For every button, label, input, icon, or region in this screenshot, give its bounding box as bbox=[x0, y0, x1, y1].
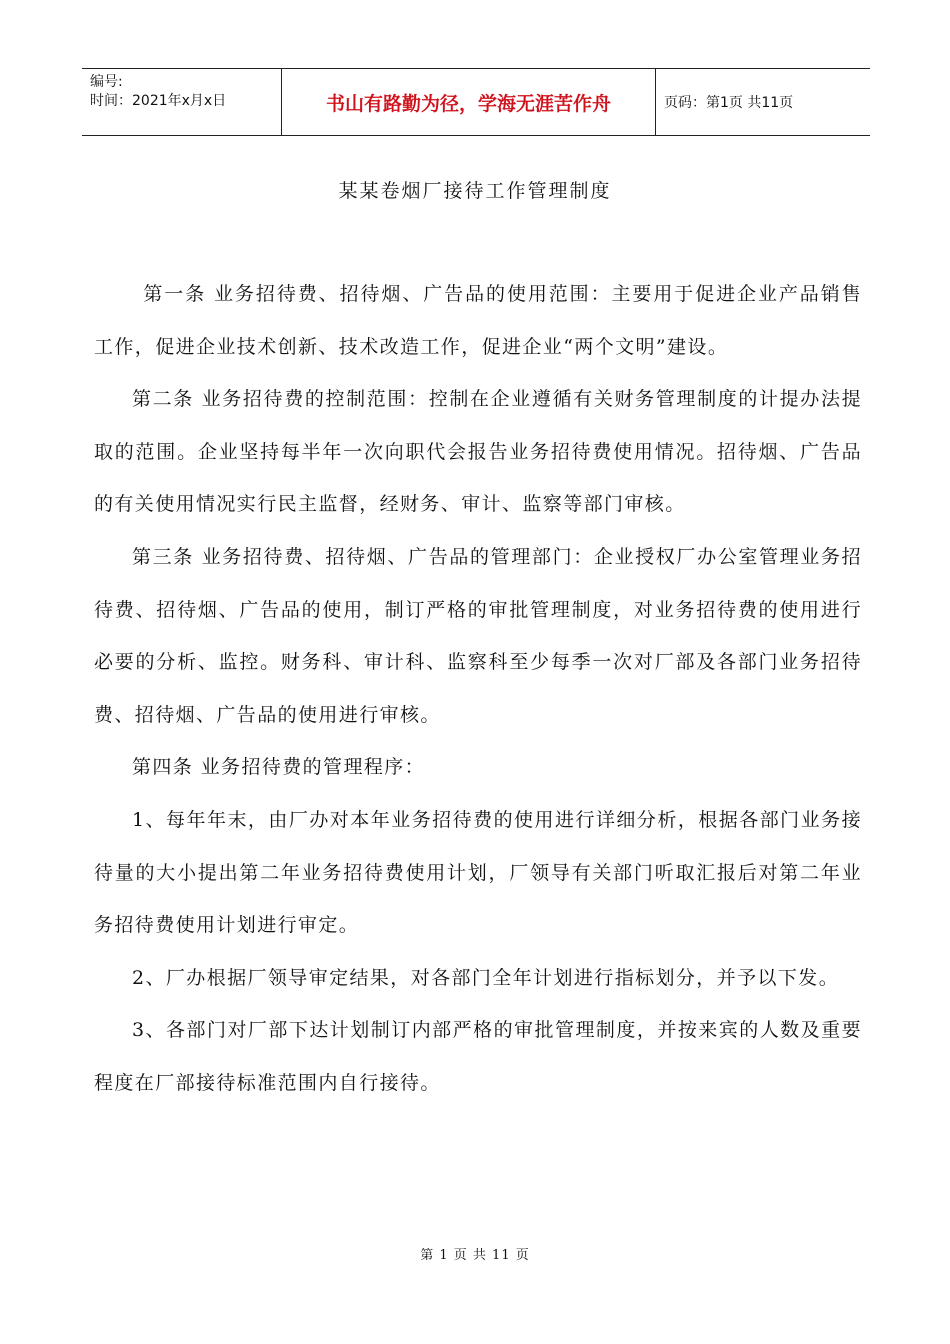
header-page-info: 页码：第1页 共11页 bbox=[664, 95, 794, 111]
paragraph-item-3: 3、各部门对厂部下达计划制订内部严格的审批管理制度，并按来宾的人数及重要程度在厂部接待标准范围内自行接待。 bbox=[94, 1019, 862, 1094]
paragraph-item-2: 2、厂办根据厂领导审定结果，对各部门全年计划进行指标划分，并予以下发。 bbox=[132, 966, 840, 989]
page-header bbox=[82, 68, 870, 136]
paragraph-item-1: 1、每年年末，由厂办对本年业务招待费的使用进行详细分析，根据各部门业务接待量的大小提出第二年业务招待费使用计划，厂领导有关部门听取汇报后对第二年业务招待费使用计划进行审定。 bbox=[94, 808, 862, 937]
paragraph-article-2: 第二条 业务招待费的控制范围：控制在企业遵循有关财务管理制度的计提办法提取的范围。企业坚持每半年一次向职代会报告业务招待费使用情况。招待烟、广告品的有关使用情况实行民主监督，经财务、审计、监察等部门审核。 bbox=[94, 388, 862, 516]
paragraph-article-1: 第一条 业务招待费、招待烟、广告品的使用范围：主要用于促进企业产品销售工作，促进企业技术创新、技术改造工作，促进企业“两个文明”建设。 bbox=[94, 283, 862, 358]
page-footer: 第 1 页 共 11 页 bbox=[420, 1248, 530, 1263]
document-title: 某某卷烟厂接待工作管理制度 bbox=[338, 180, 612, 202]
document-body bbox=[94, 268, 862, 1110]
paragraph-article-4: 第四条 业务招待费的管理程序： bbox=[132, 756, 426, 779]
number-label: 编号: bbox=[90, 74, 123, 90]
time-label: 时间：2021年x月x日 bbox=[90, 93, 227, 109]
paragraph-article-3: 第三条 业务招待费、招待烟、广告品的管理部门：企业授权厂办公室管理业务招待费、招待烟、广告品的使用，制订严格的审批管理制度，对业务招待费的使用进行必要的分析、监控。财务科、审计科、监察科至少每季一次对厂部及各部门业务招待费、招待烟、广告品的使用进行审核。 bbox=[94, 545, 862, 726]
header-motto: 书山有路勤为径，学海无涯苦作舟 bbox=[282, 69, 656, 135]
header-meta bbox=[82, 69, 282, 135]
